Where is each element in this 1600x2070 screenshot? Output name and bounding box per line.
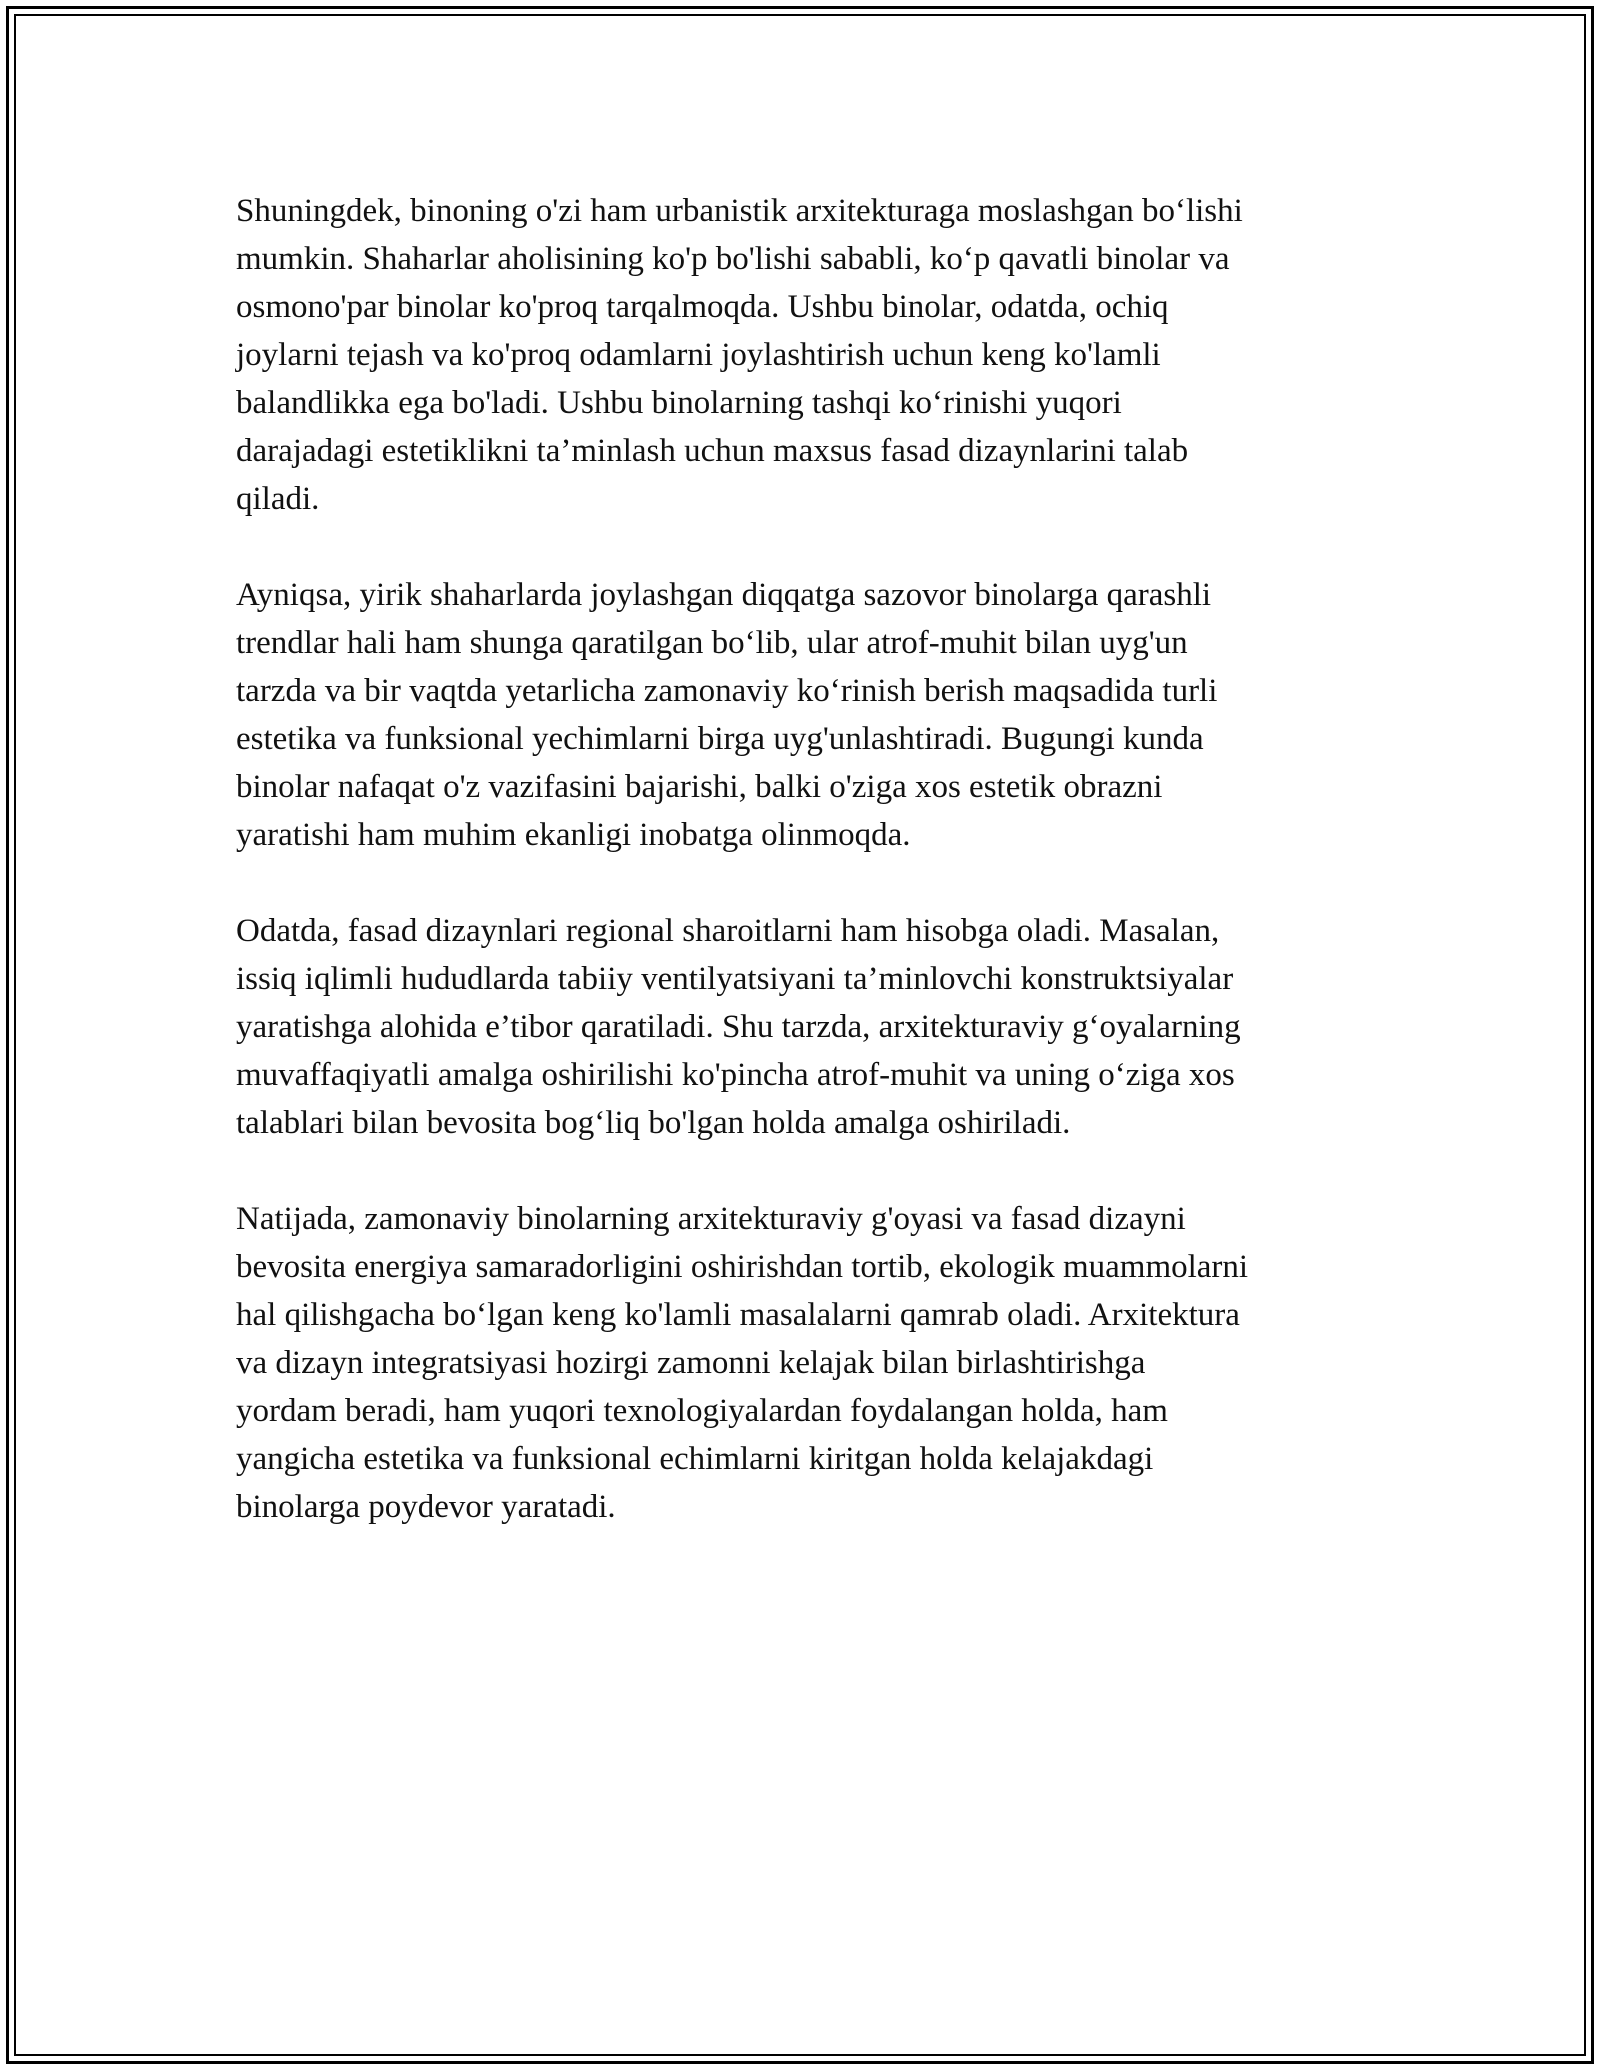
paragraph-2: Ayniqsa, yirik shaharlarda joylashgan diqqatga sazovor binolarga qarashli trendlar hali ham shunga qaratilgan bo‘lib, ular atrof-muhit bilan uyg'un tarzda va bir vaqtda yetarlicha zamonaviy ko‘rinish berish maqsadida turli estetika va funksional yechimlarni birga uyg'unlashtiradi. Bugungi kunda binolar nafaqat o'z vazifasini bajarishi, balki o'ziga xos estetik obrazni yaratishi ham muhim ekanligi inobatga olinmoqda. [236,577,1218,853]
paragraph-4: Natijada, zamonaviy binolarning arxitekturaviy g'oyasi va fasad dizayni bevosita energiya samaradorligini oshirishdan tortib, ekologik muammolarni hal qilishgacha bo‘lgan keng ko'lamli masalalarni qamrab oladi. Arxitektura va dizayn integratsiyasi hozirgi zamonni kelajak bilan birlashtirishga yordam beradi, ham yuqori texnologiyalardan foydalangan holda, ham yangicha estetika va funksional echimlarni kiritgan holda kelajakdagi binolarga poydevor yaratadi. [236,1201,1249,1525]
document-body [236,187,1366,1579]
paragraph-1: Shuningdek, binoning o'zi ham urbanistik arxitekturaga moslashgan bo‘lishi mumkin. Shaharlar aholisining ko'p bo'lishi sababli, ko‘p qavatli binolar va osmono'par binolar ko'proq tarqalmoqda. Ushbu binolar, odatda, ochiq joylarni tejash va ko'proq odamlarni joylashtirish uchun keng ko'lamli balandlikka ega bo'ladi. Ushbu binolarning tashqi ko‘rinishi yuqori darajadagi estetiklikni ta’minlash uchun maxsus fasad dizaynlarini talab qiladi. [236,193,1243,517]
paragraph-3: Odatda, fasad dizaynlari regional sharoitlarni ham hisobga oladi. Masalan, issiq iqlimli hududlarda tabiiy ventilyatsiyani ta’minlovchi konstruktsiyalar yaratishga alohida e’tibor qaratiladi. Shu tarzda, arxitekturaviy g‘oyalarning muvaffaqiyatli amalga oshirilishi ko'pincha atrof-muhit va uning o‘ziga xos talablari bilan bevosita bog‘liq bo'lgan holda amalga oshiriladi. [236,913,1241,1141]
